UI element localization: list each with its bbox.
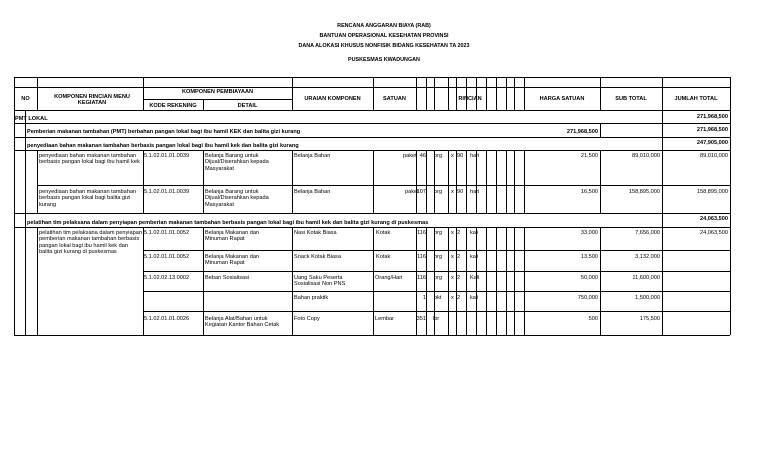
row-3-unit-2: kali <box>470 230 479 236</box>
row-3-sub-total: 7,656,000 <box>635 230 660 236</box>
data-col-line <box>373 227 374 335</box>
row-4-sub-total: 3,132,000 <box>635 254 660 260</box>
row-4-uraian: Snack Kotak Biasa <box>294 254 341 260</box>
header-komponen: KOMPONEN RINCIAN MENU KEGIATAN <box>54 94 130 107</box>
data-col-line <box>662 227 663 335</box>
rincian-data-col-line <box>514 150 515 213</box>
header-sub-top-line <box>14 87 730 88</box>
section-pemberian-label: Pemberian makanan tambahan (PMT) berbahan pangan lokal bagi ibu hamil KEK dan balita gizi kurang <box>27 129 301 135</box>
row-5-qty-2: 2 <box>457 275 461 281</box>
row-6-unit-1: pkt <box>434 295 442 301</box>
rincian-col-line <box>476 77 477 110</box>
row-2-satuan: paket <box>405 189 419 195</box>
rincian-col-line <box>496 77 497 110</box>
rincian-data-col-line <box>456 150 457 213</box>
pelatihan-top-line <box>14 213 730 214</box>
rincian-data-col-line <box>466 150 467 213</box>
row-3-komponen: pelatihan tim pelaksana dalam penyiapan pemberian makanan tambahan berbasis pangan lokal bagi ibu hamil kek dan balita gizi kurang di puskesmas <box>39 230 142 256</box>
row-5-uraian: Uang Saku Peserta Sosialisasi Non PNS <box>294 275 346 288</box>
rincian-col-line <box>514 77 515 110</box>
table-top-border <box>14 77 730 78</box>
data-col-line <box>292 227 293 335</box>
row-7-satuan: Lembar <box>375 316 394 322</box>
row-2-jumlah: 158,895,000 <box>696 189 728 195</box>
table-bottom-border <box>14 335 730 336</box>
rincian-data-col-line <box>448 150 449 213</box>
section-pelatihan-label: pelatihan tim pelaksana dalam penyiapan pemberian makanan tambahan berbasis pangan lokal bagi ibu hamil kek dan balita gizi kurang di puskesmas <box>27 220 429 226</box>
row-7-kode: 5.1.02.01.01.0026 <box>144 316 190 322</box>
table-right-border <box>730 77 731 335</box>
header-no: NO <box>21 96 30 102</box>
row-7-unit-1: lbr <box>433 316 440 322</box>
header-col-line <box>373 77 374 110</box>
row-6-harga: 750,000 <box>577 295 598 301</box>
rincian-data-col-line <box>496 150 497 213</box>
row-7-harga: 500 <box>588 316 598 322</box>
row-3-multiply: x <box>451 230 454 236</box>
section-penyediaan-label: penyediaan bahan makanan tambahan berbasis pangan lokal bagi ibu hamil kek dan balita gizi kurang <box>27 143 299 149</box>
row-3-kode: 5.1.02.01.01.0052 <box>144 230 190 236</box>
row-6-uraian: Bahan praktik <box>294 295 329 301</box>
header-col-line <box>524 77 525 110</box>
data-col-line <box>373 150 374 213</box>
rincian-data-col-line <box>506 227 507 335</box>
row-2-komponen: penyediaan bahan makanan tambahan berbasis pangan lokal bagi balita gizi kurang <box>39 189 137 208</box>
rincian-data-col-line <box>476 150 477 213</box>
data-col-line <box>416 150 417 213</box>
row-1-multiply: x <box>451 153 454 159</box>
rincian-data-col-line <box>496 227 497 335</box>
row-3-qty-2: 2 <box>457 230 461 236</box>
row-7-detail: Belanja Alat/Bahan untuk Kegiatan Kantor Bahan Cetak <box>205 316 280 329</box>
rincian-data-col-line <box>466 227 467 335</box>
rincian-col-line <box>448 77 449 110</box>
data-col-line <box>203 150 204 213</box>
rincian-col-line <box>426 77 427 110</box>
penyediaan-bottom-line <box>14 150 730 151</box>
data-col-line <box>37 227 38 335</box>
header-detail: DETAIL <box>237 103 258 109</box>
header-uraian-komponen: URAIAN KOMPONEN <box>304 96 361 102</box>
rincian-data-col-line <box>426 150 427 213</box>
header-jumlah-total: JUMLAH TOTAL <box>674 96 718 102</box>
row-4-qty-1: 116 <box>417 254 426 260</box>
row-2-harga: 16,500 <box>580 189 598 195</box>
row-5-satuan: Orang/Hari <box>375 275 403 281</box>
row-3-unit-1: org <box>434 230 443 236</box>
doc-title-line-1: RENCANA ANGGARAN BIAYA (RAB) <box>337 23 431 29</box>
header-harga-satuan: HARGA SATUAN <box>539 96 585 102</box>
row-separator <box>143 250 730 251</box>
row-1-satuan: paket <box>403 153 417 159</box>
rincian-col-line <box>506 77 507 110</box>
data-col-line <box>203 227 204 335</box>
pelatihan-bottom-line <box>14 227 730 228</box>
row-6-sub-total: 1,500,000 <box>635 295 660 301</box>
rincian-data-col-line <box>486 227 487 335</box>
doc-title-line-2: BANTUAN OPERASIONAL KESEHATAN PROVINSI <box>319 33 449 39</box>
rincian-col-line <box>456 77 457 110</box>
row-separator <box>143 271 730 272</box>
row-4-unit-2: kali <box>470 254 479 260</box>
row-2-detail: Belanja Barang untuk Dijual/Diserahkan kepada Masyarakat <box>205 189 269 208</box>
row-1-unit-2: hari <box>470 153 480 159</box>
row-6-qty-2: 2 <box>457 295 461 301</box>
sub-total-col-line <box>600 123 601 137</box>
data-col-line <box>524 150 525 213</box>
header-col-line <box>292 77 293 110</box>
row-1-kode: 5.1.02.01.01.0039 <box>144 153 190 159</box>
row-1-jumlah: 89,010,000 <box>700 153 728 159</box>
rincian-col-line <box>486 77 487 110</box>
rincian-data-col-line <box>434 150 435 213</box>
row-5-multiply: x <box>451 275 454 281</box>
puskesmas-name: PUSKESMAS KWADUNGAN <box>348 57 420 63</box>
row-4-qty-2: 2 <box>457 254 461 260</box>
section-pemberian-total-mid: 271,968,500 <box>566 129 598 135</box>
indent-col-line <box>25 110 26 335</box>
row-1-unit-1: org <box>434 153 443 159</box>
section-pemberian-total: 271,968,500 <box>696 127 728 133</box>
row-4-unit-1: org <box>434 254 443 260</box>
row-1-qty-2: 90 <box>457 153 464 159</box>
row-7-qty-1: 351 <box>416 316 426 322</box>
rincian-data-col-line <box>448 227 449 335</box>
pemberian-bottom-line <box>14 137 730 138</box>
row-2-qty-1: 107 <box>416 189 426 195</box>
row-separator <box>143 291 730 292</box>
row-1-detail: Belanja Barang untuk Dijual/Diserahkan kepada Masyarakat <box>205 153 269 172</box>
header-sub-total: SUB TOTAL <box>615 96 647 102</box>
data-col-line <box>37 150 38 213</box>
pmt-lokal-bottom-line <box>14 123 730 124</box>
section-pmt-lokal-label: PMT LOKAL <box>15 116 48 122</box>
row-1-sub-total: 89,010,000 <box>632 153 660 159</box>
data-col-line <box>662 150 663 213</box>
row-4-harga: 13,500 <box>580 254 598 260</box>
header-komponen-pembiayaan: KOMPONEN PEMBIAYAAN <box>181 89 254 95</box>
rincian-data-col-line <box>486 150 487 213</box>
row-5-sub-total: 11,600,000 <box>632 275 660 281</box>
data-col-line <box>143 150 144 213</box>
rincian-data-col-line <box>514 227 515 335</box>
header-col-line <box>662 77 663 110</box>
row-3-jumlah: 24,063,500 <box>700 230 728 236</box>
header-col-line <box>600 77 601 110</box>
row-4-satuan: Kotak <box>376 254 391 260</box>
data-col-line <box>292 150 293 213</box>
rincian-data-col-line <box>426 227 427 335</box>
row-5-harga: 50,000 <box>580 275 598 281</box>
row-5-unit-2: Kali <box>470 275 480 281</box>
header-col-line <box>37 77 38 110</box>
rincian-data-col-line <box>506 150 507 213</box>
row-3-satuan: Kotak <box>376 230 391 236</box>
row-5-kode: 5.1.02.02.13.0002 <box>144 275 190 281</box>
row-1-uraian: Belanja Bahan <box>294 153 331 159</box>
row-separator <box>37 185 730 186</box>
row-3-qty-1: 116 <box>417 230 426 236</box>
row-4-multiply: x <box>451 254 454 260</box>
row-5-detail: Beban Sosialisasi <box>205 275 250 281</box>
rincian-col-line <box>466 77 467 110</box>
header-pembiayaan-split <box>143 99 292 100</box>
row-3-detail: Belanja Makanan dan Minuman Rapat <box>205 230 260 243</box>
header-kode-rekening: KODE REKENING <box>149 103 197 109</box>
row-6-multiply: x <box>451 295 454 301</box>
rincian-col-line <box>434 77 435 110</box>
row-6-unit-2: kali <box>470 295 479 301</box>
header-col-line <box>416 77 417 110</box>
section-pmt-lokal-total: 271,968,500 <box>696 114 728 120</box>
header-bottom-line <box>14 110 730 111</box>
row-4-kode: 5.1.02.01.01.0052 <box>144 254 190 260</box>
row-3-harga: 33,000 <box>580 230 598 236</box>
row-2-unit-2: hari <box>470 189 480 195</box>
row-1-komponen: penyediaan bahan makanan tambahan berbasis pangan lokal bagi ibu hamil kek <box>39 153 140 166</box>
row-3-uraian: Nasi Kotak Biasa <box>294 230 337 236</box>
row-2-qty-2: 90 <box>457 189 464 195</box>
row-7-sub-total: 175,500 <box>639 316 660 322</box>
section-pelatihan-total: 24,063,500 <box>700 216 728 222</box>
header-satuan: SATUAN <box>383 96 406 102</box>
row-6-qty-1: 1 <box>422 295 426 301</box>
row-2-multiply: x <box>451 189 454 195</box>
row-5-qty-1: 116 <box>417 275 426 281</box>
row-2-unit-1: org <box>434 189 443 195</box>
row-1-harga: 21,500 <box>580 153 598 159</box>
data-col-line <box>600 150 601 213</box>
row-5-unit-1: org <box>434 275 443 281</box>
row-7-uraian: Foto Copy <box>294 316 320 322</box>
header-rincian: RINCIAN <box>458 96 482 102</box>
row-2-kode: 5.1.02.01.01.0039 <box>144 189 190 195</box>
row-2-uraian: Belanja Bahan <box>294 189 331 195</box>
doc-title-line-3: DANA ALOKASI KHUSUS NONFISIK BIDANG KESEHATAN TA 2023 <box>298 43 470 49</box>
section-penyediaan-total: 247,905,000 <box>696 140 728 146</box>
row-separator <box>143 311 730 312</box>
row-1-qty-1: 46 <box>419 153 426 159</box>
row-2-sub-total: 158,895,000 <box>628 189 660 195</box>
row-4-detail: Belanja Makanan dan Minuman Rapat <box>205 254 260 267</box>
